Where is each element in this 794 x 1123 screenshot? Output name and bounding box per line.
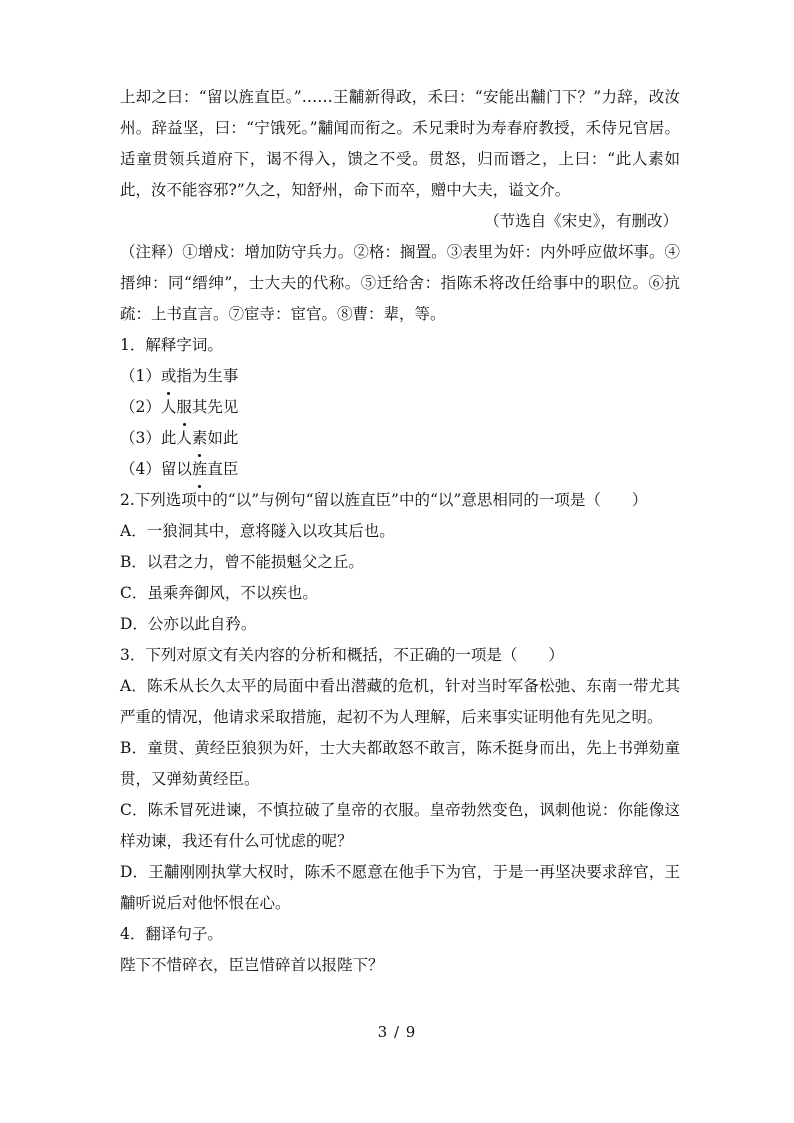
- question-3-option-a: A．陈禾从长久太平的局面中看出潜藏的危机，针对当时军备松弛、东南一带尤其严重的情况，他请求采取措施，起初不为人理解，后来事实证明他有先见之明。: [120, 677, 680, 726]
- question-3-option-b: B．童贯、黄经臣狼狈为奸，士大夫都敢怒不敢言，陈禾挺身而出，先上书弹劾童贯，又弹劾黄经臣。: [120, 739, 680, 788]
- question-4-title: 4．翻译句子。: [120, 925, 223, 943]
- question-1-item-4: （4）留以旌直臣: [120, 454, 680, 485]
- passage-source: （节选自《宋史》，有删改）: [484, 212, 678, 230]
- page-number: 3 / 9: [377, 1023, 417, 1041]
- question-2-option-d: D．公亦以此自矜。: [120, 615, 257, 633]
- passage-text: 上却之曰：“留以旌直臣。”……王黼新得政，禾曰：“安能出黼门下？”力辞，改汝州。辞益坚，曰：“宁饿死。”黼闻而衔之。禾兄秉时为寿春府教授，禾侍兄官居。适童贯领兵道府下，谒不得入，馈之不受。贯怒，归而谮之，上曰：“此人素如此，汝不能容邪?”久之，知舒州，命下而卒，赠中大夫，谥文介。: [120, 88, 680, 199]
- question-1-title: 1．解释字词。: [120, 336, 223, 354]
- notes-text: （注释）①增戍：增加防守兵力。②格：搁置。③表里为奸：内外呼应做坏事。④搢绅：同“缙绅”，士大夫的代称。⑤迁给舍：指陈禾将改任给事中的职位。⑥抗疏：上书直言。⑦宦寺：宦官。⑧曹：辈，等。: [120, 243, 680, 323]
- question-3-option-d: D．王黼刚刚执掌大权时，陈禾不愿意在他手下为官，于是一再坚决要求辞官，王黼听说后对他怀恨在心。: [120, 863, 680, 912]
- dotted-character: 素: [192, 423, 208, 454]
- question-4-sentence: 陛下不惜碎衣，臣岂惜碎首以报陛下？: [120, 956, 384, 974]
- question-1-item-3: （3）此人素如此: [120, 423, 680, 454]
- question-2-option-a: A．一狼洞其中，意将隧入以攻其后也。: [120, 522, 395, 540]
- question-1-item-2: （2）人服其先见: [120, 392, 680, 423]
- dotted-character: 或: [161, 361, 177, 392]
- question-2-option-b: B．以君之力，曾不能损魁父之丘。: [120, 553, 364, 571]
- question-2-option-c: C．虽乘奔御风，不以疾也。: [120, 584, 318, 602]
- page-content: [120, 82, 680, 981]
- question-1-item-1: （1）或指为生事: [120, 361, 680, 392]
- question-3-title: 3．下列对原文有关内容的分析和概括，不正确的一项是（ ）: [120, 646, 564, 664]
- question-2-title: 2.下列选项中的“以”与例句“留以旌直臣”中的“以”意思相同的一项是（ ）: [120, 491, 648, 509]
- dotted-character: 旌: [192, 454, 208, 485]
- question-3-option-c: C．陈禾冒死进谏，不慎拉破了皇帝的衣服。皇帝勃然变色，讽刺他说：你能像这样劝谏，我还有什么可忧虑的呢？: [120, 801, 680, 850]
- dotted-character: 服: [176, 392, 192, 423]
